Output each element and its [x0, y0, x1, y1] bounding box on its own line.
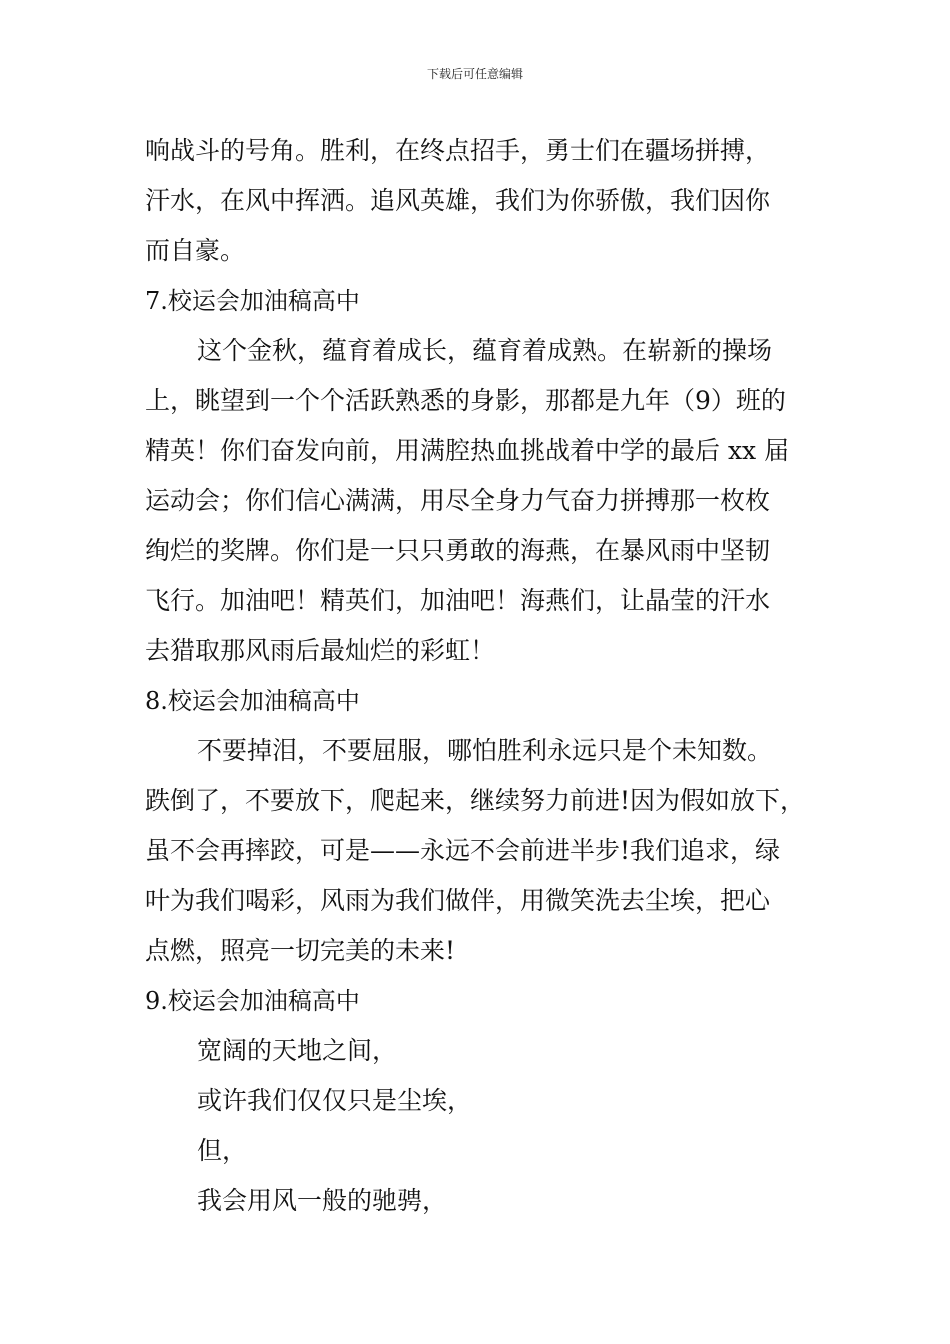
poem-line: 我会用风一般的驰骋， — [197, 1186, 448, 1215]
paragraph-line: 去猎取那风雨后最灿烂的彩虹！ — [145, 636, 496, 665]
section-heading-9: 9.校运会加油稿高中 — [145, 987, 360, 1015]
page-header-note: 下载后可任意编辑 — [426, 67, 523, 81]
paragraph-line: 汗水，在风中挥洒。追风英雄，我们为你骄傲，我们因你 — [145, 186, 771, 215]
section-heading-8: 8.校运会加油稿高中 — [145, 687, 360, 715]
paragraph-line: 上，眺望到一个个活跃熟悉的身影，那都是九年（9）班的 — [145, 386, 786, 415]
poem-line: 宽阔的天地之间， — [197, 1036, 398, 1065]
paragraph-line: 响战斗的号角。胜利，在终点招手，勇士们在疆场拼搏， — [145, 136, 771, 165]
paragraph-line: 点燃，照亮一切完美的未来! — [145, 936, 456, 965]
paragraph-line: 这个金秋，蕴育着成长，蕴育着成熟。在崭新的操场 — [197, 336, 773, 365]
paragraph-line: 飞行。加油吧！精英们，加油吧！海燕们，让晶莹的汗水 — [145, 586, 771, 615]
paragraph-line: 绚烂的奖牌。你们是一只只勇敢的海燕，在暴风雨中坚韧 — [145, 536, 771, 565]
document-body — [145, 126, 820, 1226]
paragraph-line: 运动会；你们信心满满，用尽全身力气奋力拼搏那一枚枚 — [145, 486, 771, 515]
paragraph-line: 叶为我们喝彩，风雨为我们做伴，用微笑洗去尘埃，把心 — [145, 886, 771, 915]
poem-line: 但， — [197, 1136, 248, 1165]
paragraph-line: 而自豪。 — [145, 236, 246, 265]
paragraph-line: 精英！你们奋发向前，用满腔热血挑战着中学的最后 xx 届 — [145, 436, 790, 465]
paragraph-line: 不要掉泪，不要屈服，哪怕胜利永远只是个未知数。 — [197, 736, 773, 765]
paragraph-line: 虽不会再摔跤，可是——永远不会前进半步!我们追求，绿 — [145, 836, 781, 865]
paragraph-line: 跌倒了，不要放下，爬起来，继续努力前进!因为假如放下， — [145, 786, 806, 815]
section-heading-7: 7.校运会加油稿高中 — [145, 287, 360, 315]
poem-line: 或许我们仅仅只是尘埃， — [197, 1086, 473, 1115]
